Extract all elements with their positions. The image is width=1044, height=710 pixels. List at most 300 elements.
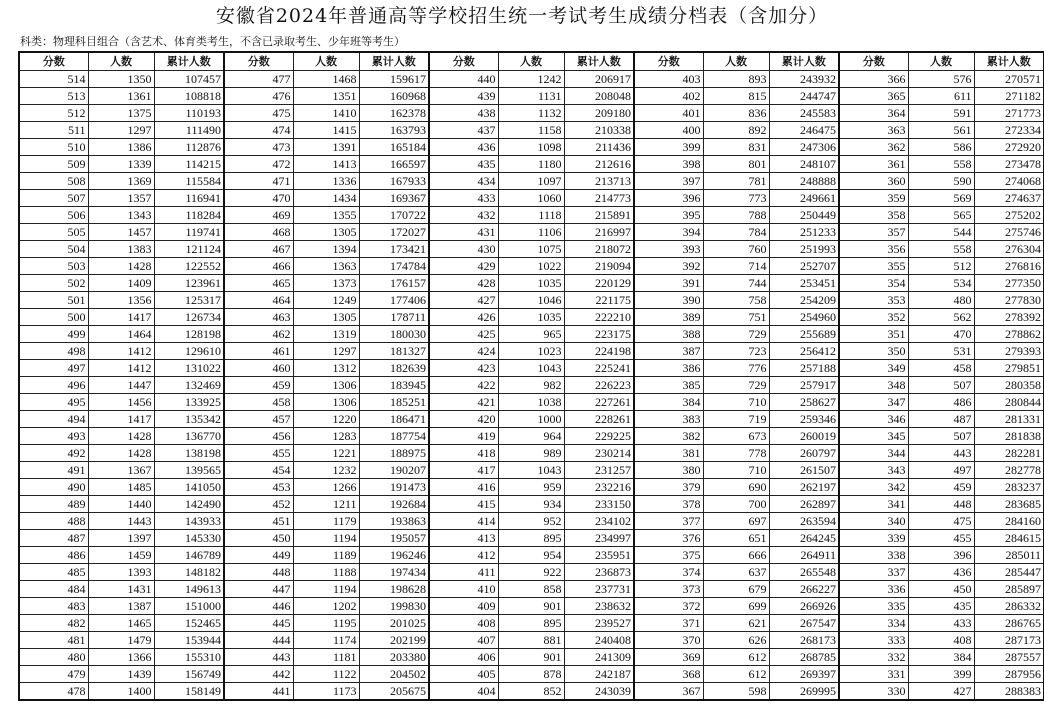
count-cell: 1456 xyxy=(88,394,154,411)
count-cell: 1098 xyxy=(498,139,564,156)
count-cell: 1181 xyxy=(293,649,359,666)
count-cell: 714 xyxy=(703,258,769,275)
table-row xyxy=(19,343,1044,360)
cumulative-cell: 260019 xyxy=(769,428,839,445)
score-cell: 453 xyxy=(224,479,293,496)
cumulative-cell: 197434 xyxy=(359,564,429,581)
count-cell: 1194 xyxy=(293,581,359,598)
count-cell: 831 xyxy=(703,139,769,156)
score-cell: 401 xyxy=(634,105,703,122)
table-row xyxy=(19,581,1044,598)
count-cell: 590 xyxy=(908,173,974,190)
count-cell: 1343 xyxy=(88,207,154,224)
count-cell: 396 xyxy=(908,547,974,564)
score-cell: 440 xyxy=(429,71,498,88)
cumulative-cell: 116941 xyxy=(154,190,224,207)
count-cell: 760 xyxy=(703,241,769,258)
cumulative-cell: 112876 xyxy=(154,139,224,156)
score-cell: 387 xyxy=(634,343,703,360)
cumulative-cell: 275202 xyxy=(974,207,1044,224)
table-row xyxy=(19,547,1044,564)
table-row xyxy=(19,122,1044,139)
count-cell: 965 xyxy=(498,326,564,343)
table-row xyxy=(19,598,1044,615)
count-cell: 1428 xyxy=(88,258,154,275)
cumulative-cell: 141050 xyxy=(154,479,224,496)
score-cell: 492 xyxy=(19,445,88,462)
cumulative-cell: 176157 xyxy=(359,275,429,292)
count-cell: 1046 xyxy=(498,292,564,309)
score-cell: 426 xyxy=(429,309,498,326)
cumulative-cell: 262197 xyxy=(769,479,839,496)
count-cell: 1180 xyxy=(498,156,564,173)
cumulative-cell: 208048 xyxy=(564,88,634,105)
score-cell: 476 xyxy=(224,88,293,105)
cumulative-cell: 206917 xyxy=(564,71,634,88)
cumulative-cell: 205675 xyxy=(359,683,429,701)
score-cell: 477 xyxy=(224,71,293,88)
table-row xyxy=(19,445,1044,462)
score-cell: 512 xyxy=(19,105,88,122)
score-cell: 336 xyxy=(839,581,908,598)
cumulative-cell: 191473 xyxy=(359,479,429,496)
cumulative-cell: 226223 xyxy=(564,377,634,394)
score-cell: 505 xyxy=(19,224,88,241)
count-cell: 892 xyxy=(703,122,769,139)
cumulative-cell: 162378 xyxy=(359,105,429,122)
count-cell: 1022 xyxy=(498,258,564,275)
cumulative-cell: 262897 xyxy=(769,496,839,513)
cumulative-cell: 264245 xyxy=(769,530,839,547)
cumulative-cell: 211436 xyxy=(564,139,634,156)
cumulative-cell: 158149 xyxy=(154,683,224,701)
count-cell: 497 xyxy=(908,462,974,479)
count-cell: 710 xyxy=(703,394,769,411)
score-cell: 490 xyxy=(19,479,88,496)
score-cell: 340 xyxy=(839,513,908,530)
table-row xyxy=(19,326,1044,343)
score-cell: 408 xyxy=(429,615,498,632)
score-cell: 511 xyxy=(19,122,88,139)
count-cell: 1179 xyxy=(293,513,359,530)
cumulative-cell: 287956 xyxy=(974,666,1044,683)
score-cell: 470 xyxy=(224,190,293,207)
count-cell: 1412 xyxy=(88,343,154,360)
count-cell: 801 xyxy=(703,156,769,173)
cumulative-cell: 193863 xyxy=(359,513,429,530)
table-row xyxy=(19,139,1044,156)
score-cell: 507 xyxy=(19,190,88,207)
cumulative-cell: 215891 xyxy=(564,207,634,224)
score-cell: 448 xyxy=(224,564,293,581)
count-cell: 626 xyxy=(703,632,769,649)
score-cell: 449 xyxy=(224,547,293,564)
score-cell: 420 xyxy=(429,411,498,428)
score-cell: 359 xyxy=(839,190,908,207)
cumulative-cell: 202199 xyxy=(359,632,429,649)
count-cell: 952 xyxy=(498,513,564,530)
header-cumulative: 累计人数 xyxy=(769,52,839,71)
score-cell: 495 xyxy=(19,394,88,411)
cumulative-cell: 259346 xyxy=(769,411,839,428)
count-cell: 1485 xyxy=(88,479,154,496)
count-cell: 598 xyxy=(703,683,769,701)
cumulative-cell: 280844 xyxy=(974,394,1044,411)
cumulative-cell: 192684 xyxy=(359,496,429,513)
score-cell: 489 xyxy=(19,496,88,513)
score-cell: 466 xyxy=(224,258,293,275)
score-cell: 403 xyxy=(634,71,703,88)
cumulative-cell: 268173 xyxy=(769,632,839,649)
score-cell: 363 xyxy=(839,122,908,139)
score-cell: 341 xyxy=(839,496,908,513)
score-cell: 438 xyxy=(429,105,498,122)
cumulative-cell: 163793 xyxy=(359,122,429,139)
count-cell: 1387 xyxy=(88,598,154,615)
cumulative-cell: 153944 xyxy=(154,632,224,649)
count-cell: 443 xyxy=(908,445,974,462)
score-cell: 494 xyxy=(19,411,88,428)
cumulative-cell: 245583 xyxy=(769,105,839,122)
score-cell: 384 xyxy=(634,394,703,411)
cumulative-cell: 212616 xyxy=(564,156,634,173)
count-cell: 1440 xyxy=(88,496,154,513)
cumulative-cell: 268785 xyxy=(769,649,839,666)
count-cell: 1468 xyxy=(293,71,359,88)
count-cell: 569 xyxy=(908,190,974,207)
count-cell: 901 xyxy=(498,649,564,666)
count-cell: 719 xyxy=(703,411,769,428)
count-cell: 751 xyxy=(703,309,769,326)
count-cell: 512 xyxy=(908,258,974,275)
score-cell: 402 xyxy=(634,88,703,105)
cumulative-cell: 282778 xyxy=(974,462,1044,479)
score-cell: 352 xyxy=(839,309,908,326)
cumulative-cell: 273478 xyxy=(974,156,1044,173)
score-cell: 496 xyxy=(19,377,88,394)
table-row xyxy=(19,649,1044,666)
count-cell: 989 xyxy=(498,445,564,462)
score-cell: 348 xyxy=(839,377,908,394)
score-cell: 455 xyxy=(224,445,293,462)
count-cell: 1428 xyxy=(88,428,154,445)
score-cell: 510 xyxy=(19,139,88,156)
count-cell: 1439 xyxy=(88,666,154,683)
score-cell: 389 xyxy=(634,309,703,326)
score-cell: 459 xyxy=(224,377,293,394)
cumulative-cell: 156749 xyxy=(154,666,224,683)
count-cell: 934 xyxy=(498,496,564,513)
score-cell: 432 xyxy=(429,207,498,224)
score-cell: 452 xyxy=(224,496,293,513)
table-row xyxy=(19,564,1044,581)
score-cell: 485 xyxy=(19,564,88,581)
count-cell: 729 xyxy=(703,377,769,394)
count-cell: 1447 xyxy=(88,377,154,394)
count-cell: 612 xyxy=(703,666,769,683)
score-cell: 377 xyxy=(634,513,703,530)
score-cell: 386 xyxy=(634,360,703,377)
cumulative-cell: 272920 xyxy=(974,139,1044,156)
cumulative-cell: 228261 xyxy=(564,411,634,428)
table-header-row xyxy=(19,52,1044,71)
count-cell: 1122 xyxy=(293,666,359,683)
cumulative-cell: 224198 xyxy=(564,343,634,360)
cumulative-cell: 136770 xyxy=(154,428,224,445)
cumulative-cell: 274637 xyxy=(974,190,1044,207)
count-cell: 1305 xyxy=(293,309,359,326)
score-cell: 431 xyxy=(429,224,498,241)
count-cell: 1366 xyxy=(88,649,154,666)
cumulative-cell: 107457 xyxy=(154,71,224,88)
cumulative-cell: 219094 xyxy=(564,258,634,275)
score-cell: 472 xyxy=(224,156,293,173)
cumulative-cell: 243039 xyxy=(564,683,634,701)
cumulative-cell: 287557 xyxy=(974,649,1044,666)
cumulative-cell: 278392 xyxy=(974,309,1044,326)
count-cell: 1188 xyxy=(293,564,359,581)
count-cell: 710 xyxy=(703,462,769,479)
cumulative-cell: 145330 xyxy=(154,530,224,547)
cumulative-cell: 251993 xyxy=(769,241,839,258)
cumulative-cell: 276816 xyxy=(974,258,1044,275)
cumulative-cell: 223175 xyxy=(564,326,634,343)
cumulative-cell: 280358 xyxy=(974,377,1044,394)
cumulative-cell: 118284 xyxy=(154,207,224,224)
score-cell: 482 xyxy=(19,615,88,632)
cumulative-cell: 257917 xyxy=(769,377,839,394)
score-cell: 388 xyxy=(634,326,703,343)
score-cell: 369 xyxy=(634,649,703,666)
cumulative-cell: 254960 xyxy=(769,309,839,326)
cumulative-cell: 174784 xyxy=(359,258,429,275)
header-score: 分数 xyxy=(19,52,88,71)
score-cell: 478 xyxy=(19,683,88,701)
score-cell: 454 xyxy=(224,462,293,479)
cumulative-cell: 284160 xyxy=(974,513,1044,530)
score-cell: 444 xyxy=(224,632,293,649)
score-cell: 342 xyxy=(839,479,908,496)
count-cell: 1394 xyxy=(293,241,359,258)
count-cell: 611 xyxy=(908,88,974,105)
cumulative-cell: 276304 xyxy=(974,241,1044,258)
score-cell: 435 xyxy=(429,156,498,173)
score-cell: 346 xyxy=(839,411,908,428)
header-count: 人数 xyxy=(703,52,769,71)
score-cell: 450 xyxy=(224,530,293,547)
table-row xyxy=(19,632,1044,649)
count-cell: 1283 xyxy=(293,428,359,445)
score-cell: 458 xyxy=(224,394,293,411)
score-cell: 390 xyxy=(634,292,703,309)
score-cell: 365 xyxy=(839,88,908,105)
score-cell: 345 xyxy=(839,428,908,445)
score-cell: 486 xyxy=(19,547,88,564)
score-cell: 395 xyxy=(634,207,703,224)
count-cell: 1242 xyxy=(498,71,564,88)
cumulative-cell: 148182 xyxy=(154,564,224,581)
score-cell: 423 xyxy=(429,360,498,377)
count-cell: 586 xyxy=(908,139,974,156)
score-cell: 475 xyxy=(224,105,293,122)
count-cell: 1351 xyxy=(293,88,359,105)
count-cell: 690 xyxy=(703,479,769,496)
count-cell: 1457 xyxy=(88,224,154,241)
table-row xyxy=(19,258,1044,275)
cumulative-cell: 286332 xyxy=(974,598,1044,615)
count-cell: 697 xyxy=(703,513,769,530)
cumulative-cell: 128198 xyxy=(154,326,224,343)
score-cell: 427 xyxy=(429,292,498,309)
cumulative-cell: 108818 xyxy=(154,88,224,105)
score-cell: 372 xyxy=(634,598,703,615)
count-cell: 1000 xyxy=(498,411,564,428)
score-cell: 434 xyxy=(429,173,498,190)
header-score: 分数 xyxy=(634,52,703,71)
count-cell: 1479 xyxy=(88,632,154,649)
cumulative-cell: 241309 xyxy=(564,649,634,666)
count-cell: 1118 xyxy=(498,207,564,224)
count-cell: 1410 xyxy=(293,105,359,122)
score-cell: 504 xyxy=(19,241,88,258)
count-cell: 458 xyxy=(908,360,974,377)
count-cell: 1319 xyxy=(293,326,359,343)
cumulative-cell: 138198 xyxy=(154,445,224,462)
count-cell: 959 xyxy=(498,479,564,496)
cumulative-cell: 172027 xyxy=(359,224,429,241)
count-cell: 448 xyxy=(908,496,974,513)
count-cell: 591 xyxy=(908,105,974,122)
cumulative-cell: 238632 xyxy=(564,598,634,615)
cumulative-cell: 131022 xyxy=(154,360,224,377)
cumulative-cell: 251233 xyxy=(769,224,839,241)
score-cell: 349 xyxy=(839,360,908,377)
score-cell: 483 xyxy=(19,598,88,615)
count-cell: 1158 xyxy=(498,122,564,139)
count-cell: 673 xyxy=(703,428,769,445)
cumulative-cell: 266926 xyxy=(769,598,839,615)
cumulative-cell: 271182 xyxy=(974,88,1044,105)
count-cell: 1312 xyxy=(293,360,359,377)
count-cell: 788 xyxy=(703,207,769,224)
cumulative-cell: 204502 xyxy=(359,666,429,683)
count-cell: 399 xyxy=(908,666,974,683)
cumulative-cell: 234997 xyxy=(564,530,634,547)
cumulative-cell: 227261 xyxy=(564,394,634,411)
cumulative-cell: 239527 xyxy=(564,615,634,632)
cumulative-cell: 274068 xyxy=(974,173,1044,190)
count-cell: 1393 xyxy=(88,564,154,581)
count-cell: 723 xyxy=(703,343,769,360)
score-cell: 416 xyxy=(429,479,498,496)
count-cell: 1297 xyxy=(293,343,359,360)
cumulative-cell: 218072 xyxy=(564,241,634,258)
cumulative-cell: 253451 xyxy=(769,275,839,292)
score-cell: 382 xyxy=(634,428,703,445)
score-cell: 433 xyxy=(429,190,498,207)
table-row xyxy=(19,241,1044,258)
score-cell: 378 xyxy=(634,496,703,513)
table-row xyxy=(19,71,1044,88)
count-cell: 1189 xyxy=(293,547,359,564)
score-cell: 361 xyxy=(839,156,908,173)
score-cell: 461 xyxy=(224,343,293,360)
score-cell: 456 xyxy=(224,428,293,445)
cumulative-cell: 221175 xyxy=(564,292,634,309)
count-cell: 1464 xyxy=(88,326,154,343)
count-cell: 1195 xyxy=(293,615,359,632)
count-cell: 1428 xyxy=(88,445,154,462)
cumulative-cell: 213713 xyxy=(564,173,634,190)
cumulative-cell: 166597 xyxy=(359,156,429,173)
score-cell: 508 xyxy=(19,173,88,190)
table-row xyxy=(19,615,1044,632)
table-row xyxy=(19,666,1044,683)
cumulative-cell: 135342 xyxy=(154,411,224,428)
score-cell: 410 xyxy=(429,581,498,598)
cumulative-cell: 186471 xyxy=(359,411,429,428)
score-cell: 396 xyxy=(634,190,703,207)
count-cell: 558 xyxy=(908,241,974,258)
count-cell: 895 xyxy=(498,530,564,547)
cumulative-cell: 248107 xyxy=(769,156,839,173)
cumulative-cell: 237731 xyxy=(564,581,634,598)
cumulative-cell: 111490 xyxy=(154,122,224,139)
count-cell: 1363 xyxy=(293,258,359,275)
table-row xyxy=(19,462,1044,479)
score-cell: 417 xyxy=(429,462,498,479)
score-cell: 406 xyxy=(429,649,498,666)
count-cell: 1035 xyxy=(498,309,564,326)
score-cell: 375 xyxy=(634,547,703,564)
cumulative-cell: 210338 xyxy=(564,122,634,139)
score-cell: 392 xyxy=(634,258,703,275)
cumulative-cell: 258627 xyxy=(769,394,839,411)
cumulative-cell: 234102 xyxy=(564,513,634,530)
cumulative-cell: 230214 xyxy=(564,445,634,462)
count-cell: 1220 xyxy=(293,411,359,428)
count-cell: 435 xyxy=(908,598,974,615)
score-cell: 443 xyxy=(224,649,293,666)
count-cell: 781 xyxy=(703,173,769,190)
header-cumulative: 累计人数 xyxy=(154,52,224,71)
score-cell: 357 xyxy=(839,224,908,241)
count-cell: 1132 xyxy=(498,105,564,122)
score-cell: 429 xyxy=(429,258,498,275)
score-cell: 368 xyxy=(634,666,703,683)
count-cell: 1174 xyxy=(293,632,359,649)
score-cell: 350 xyxy=(839,343,908,360)
count-cell: 455 xyxy=(908,530,974,547)
cumulative-cell: 110193 xyxy=(154,105,224,122)
score-cell: 380 xyxy=(634,462,703,479)
count-cell: 1035 xyxy=(498,275,564,292)
count-cell: 1413 xyxy=(293,156,359,173)
score-cell: 415 xyxy=(429,496,498,513)
count-cell: 1386 xyxy=(88,139,154,156)
count-cell: 436 xyxy=(908,564,974,581)
cumulative-cell: 155310 xyxy=(154,649,224,666)
cumulative-cell: 132469 xyxy=(154,377,224,394)
count-cell: 666 xyxy=(703,547,769,564)
cumulative-cell: 122552 xyxy=(154,258,224,275)
count-cell: 922 xyxy=(498,564,564,581)
cumulative-cell: 255689 xyxy=(769,326,839,343)
score-cell: 513 xyxy=(19,88,88,105)
score-cell: 400 xyxy=(634,122,703,139)
header-count: 人数 xyxy=(908,52,974,71)
score-cell: 381 xyxy=(634,445,703,462)
